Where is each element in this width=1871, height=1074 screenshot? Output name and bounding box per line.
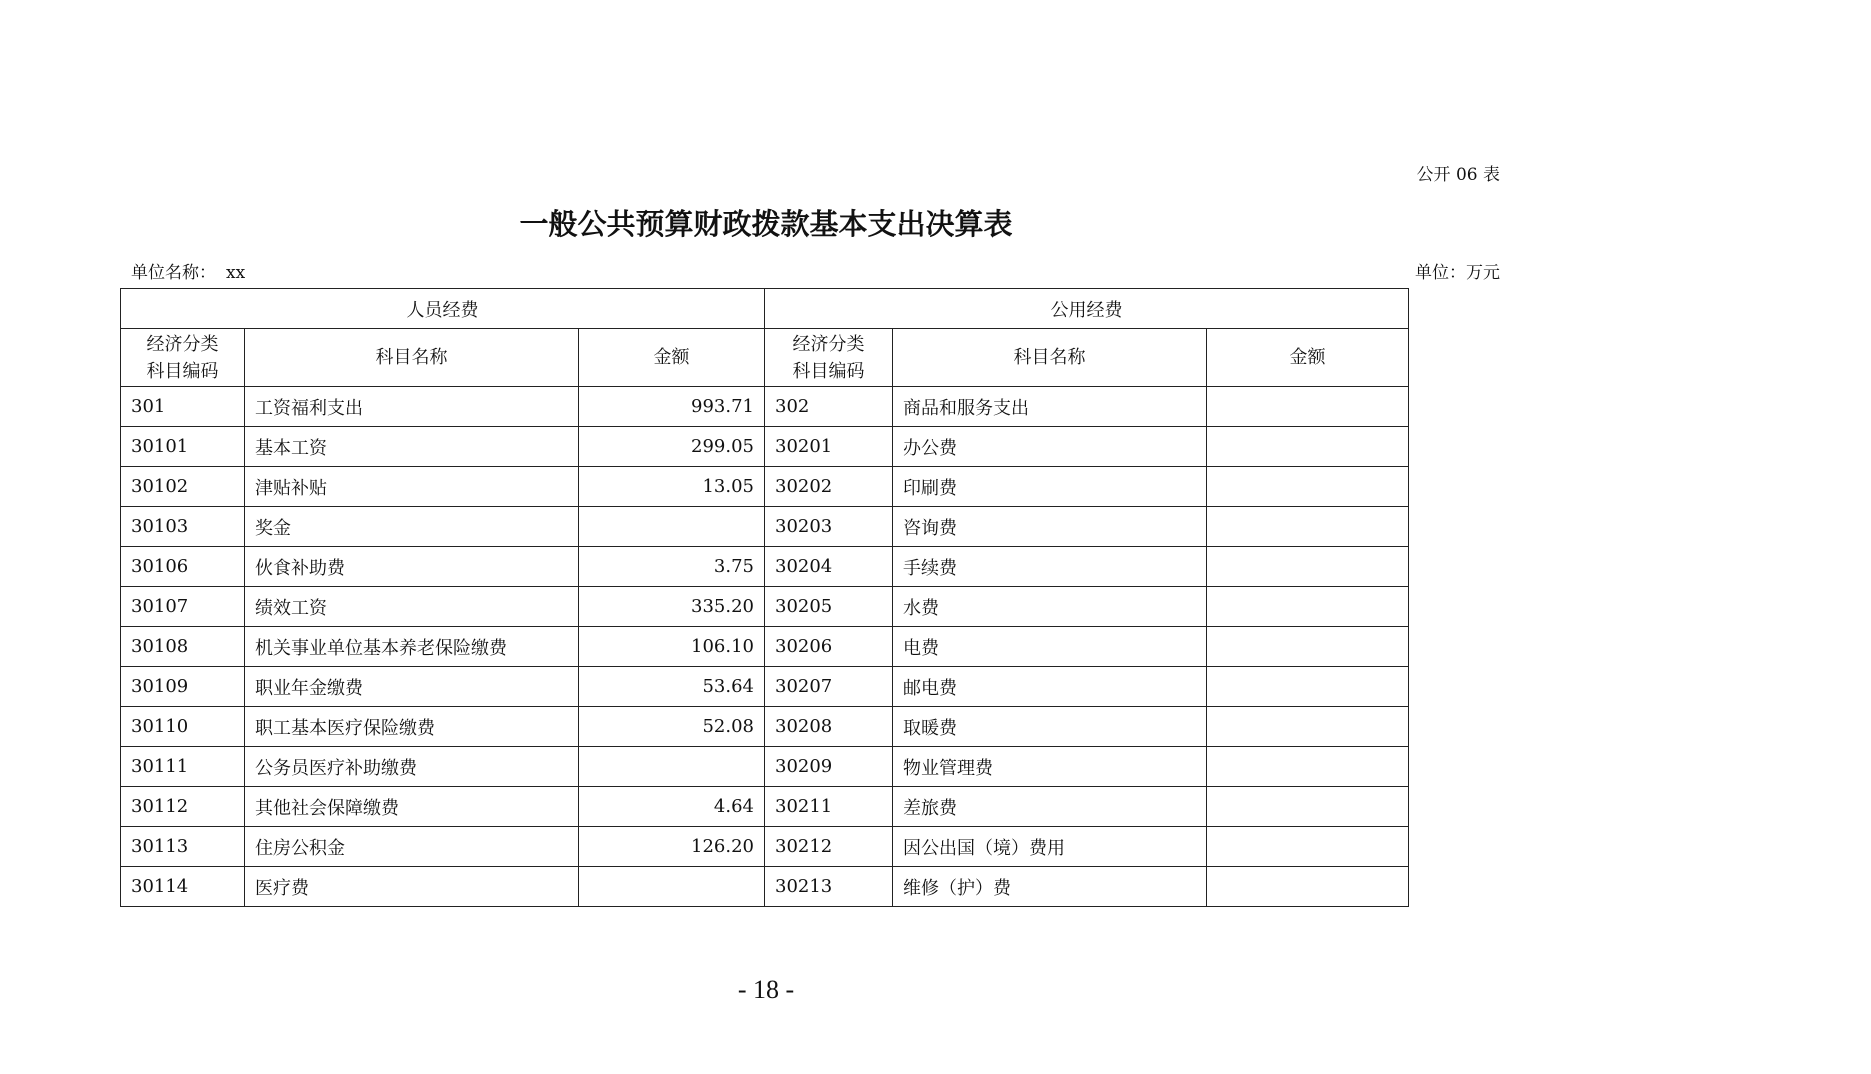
right-amount-cell bbox=[1207, 627, 1409, 667]
right-name-cell: 手续费 bbox=[893, 547, 1207, 587]
left-code-cell: 30101 bbox=[121, 427, 245, 467]
table-row bbox=[121, 547, 1409, 587]
public-expense-header: 公用经费 bbox=[765, 289, 1409, 329]
right-code-cell: 30206 bbox=[765, 627, 893, 667]
right-name-cell: 办公费 bbox=[893, 427, 1207, 467]
table-row bbox=[121, 427, 1409, 467]
right-amount-cell bbox=[1207, 707, 1409, 747]
unit-name-value: xx bbox=[226, 263, 246, 283]
left-name-cell: 职工基本医疗保险缴费 bbox=[245, 707, 579, 747]
left-amount-cell bbox=[579, 747, 765, 787]
right-code-cell: 30211 bbox=[765, 787, 893, 827]
left-amount-cell: 335.20 bbox=[579, 587, 765, 627]
table-row bbox=[121, 707, 1409, 747]
expenditure-table bbox=[120, 288, 1409, 907]
right-name-cell: 商品和服务支出 bbox=[893, 387, 1207, 427]
right-amount-cell bbox=[1207, 747, 1409, 787]
left-amount-cell: 3.75 bbox=[579, 547, 765, 587]
right-code-cell: 30208 bbox=[765, 707, 893, 747]
left-name-cell: 基本工资 bbox=[245, 427, 579, 467]
left-code-cell: 30109 bbox=[121, 667, 245, 707]
right-name-cell: 印刷费 bbox=[893, 467, 1207, 507]
left-amount-cell: 993.71 bbox=[579, 387, 765, 427]
personnel-expense-header: 人员经费 bbox=[121, 289, 765, 329]
left-code-cell: 30114 bbox=[121, 867, 245, 907]
right-amount-cell bbox=[1207, 587, 1409, 627]
right-amount-cell bbox=[1207, 667, 1409, 707]
right-name-cell: 电费 bbox=[893, 627, 1207, 667]
right-amount-header: 金额 bbox=[1207, 329, 1409, 387]
table-row bbox=[121, 467, 1409, 507]
left-amount-cell: 4.64 bbox=[579, 787, 765, 827]
right-name-cell: 维修（护）费 bbox=[893, 867, 1207, 907]
left-amount-cell: 52.08 bbox=[579, 707, 765, 747]
left-name-cell: 奖金 bbox=[245, 507, 579, 547]
left-amount-cell: 126.20 bbox=[579, 827, 765, 867]
right-code-cell: 30209 bbox=[765, 747, 893, 787]
right-code-cell: 30203 bbox=[765, 507, 893, 547]
left-amount-cell bbox=[579, 507, 765, 547]
unit-name-label: 单位名称： bbox=[131, 263, 216, 283]
right-code-cell: 30213 bbox=[765, 867, 893, 907]
page-number: - 18 - bbox=[737, 975, 795, 1004]
left-name-cell: 绩效工资 bbox=[245, 587, 579, 627]
left-code-cell: 301 bbox=[121, 387, 245, 427]
right-name-cell: 差旅费 bbox=[893, 787, 1207, 827]
left-name-cell: 医疗费 bbox=[245, 867, 579, 907]
left-amount-cell: 299.05 bbox=[579, 427, 765, 467]
left-name-header: 科目名称 bbox=[245, 329, 579, 387]
right-amount-cell bbox=[1207, 827, 1409, 867]
right-name-cell: 咨询费 bbox=[893, 507, 1207, 547]
right-code-cell: 30212 bbox=[765, 827, 893, 867]
table-row bbox=[121, 827, 1409, 867]
left-name-cell: 机关事业单位基本养老保险缴费 bbox=[245, 627, 579, 667]
table-row bbox=[121, 787, 1409, 827]
right-amount-cell bbox=[1207, 387, 1409, 427]
left-code-cell: 30112 bbox=[121, 787, 245, 827]
right-amount-cell bbox=[1207, 467, 1409, 507]
table-row bbox=[121, 387, 1409, 427]
right-code-cell: 30204 bbox=[765, 547, 893, 587]
table-row bbox=[121, 667, 1409, 707]
table-code: 公开 06 表 bbox=[1416, 165, 1500, 185]
table-row bbox=[121, 587, 1409, 627]
left-name-cell: 其他社会保障缴费 bbox=[245, 787, 579, 827]
right-code-cell: 302 bbox=[765, 387, 893, 427]
left-code-cell: 30111 bbox=[121, 747, 245, 787]
right-name-cell: 水费 bbox=[893, 587, 1207, 627]
left-name-cell: 职业年金缴费 bbox=[245, 667, 579, 707]
left-code-cell: 30103 bbox=[121, 507, 245, 547]
left-name-cell: 工资福利支出 bbox=[245, 387, 579, 427]
right-code-cell: 30201 bbox=[765, 427, 893, 467]
table-row bbox=[121, 627, 1409, 667]
left-amount-cell: 13.05 bbox=[579, 467, 765, 507]
left-name-cell: 津贴补贴 bbox=[245, 467, 579, 507]
left-name-cell: 伙食补助费 bbox=[245, 547, 579, 587]
right-code-header: 经济分类 科目编码 bbox=[765, 329, 893, 387]
right-amount-cell bbox=[1207, 427, 1409, 467]
right-name-cell: 邮电费 bbox=[893, 667, 1207, 707]
table-row bbox=[121, 747, 1409, 787]
document-title: 一般公共预算财政拨款基本支出决算表 bbox=[519, 207, 1013, 241]
currency-unit: 单位：万元 bbox=[1415, 263, 1500, 283]
right-name-cell: 因公出国（境）费用 bbox=[893, 827, 1207, 867]
left-name-cell: 公务员医疗补助缴费 bbox=[245, 747, 579, 787]
right-code-cell: 30202 bbox=[765, 467, 893, 507]
table-row bbox=[121, 867, 1409, 907]
left-code-cell: 30108 bbox=[121, 627, 245, 667]
right-name-cell: 物业管理费 bbox=[893, 747, 1207, 787]
right-amount-cell bbox=[1207, 507, 1409, 547]
right-amount-cell bbox=[1207, 547, 1409, 587]
table-row bbox=[121, 507, 1409, 547]
left-name-cell: 住房公积金 bbox=[245, 827, 579, 867]
left-amount-cell bbox=[579, 867, 765, 907]
left-code-cell: 30113 bbox=[121, 827, 245, 867]
right-name-header: 科目名称 bbox=[893, 329, 1207, 387]
left-code-cell: 30106 bbox=[121, 547, 245, 587]
column-header-row bbox=[121, 329, 1409, 387]
right-amount-cell bbox=[1207, 787, 1409, 827]
right-name-cell: 取暖费 bbox=[893, 707, 1207, 747]
left-amount-header: 金额 bbox=[579, 329, 765, 387]
left-amount-cell: 106.10 bbox=[579, 627, 765, 667]
unit-name bbox=[131, 258, 245, 283]
left-code-cell: 30102 bbox=[121, 467, 245, 507]
table-body bbox=[121, 387, 1409, 907]
right-amount-cell bbox=[1207, 867, 1409, 907]
left-code-cell: 30110 bbox=[121, 707, 245, 747]
right-code-cell: 30205 bbox=[765, 587, 893, 627]
left-code-header: 经济分类 科目编码 bbox=[121, 329, 245, 387]
left-code-cell: 30107 bbox=[121, 587, 245, 627]
left-amount-cell: 53.64 bbox=[579, 667, 765, 707]
group-header-row bbox=[121, 289, 1409, 329]
right-code-cell: 30207 bbox=[765, 667, 893, 707]
